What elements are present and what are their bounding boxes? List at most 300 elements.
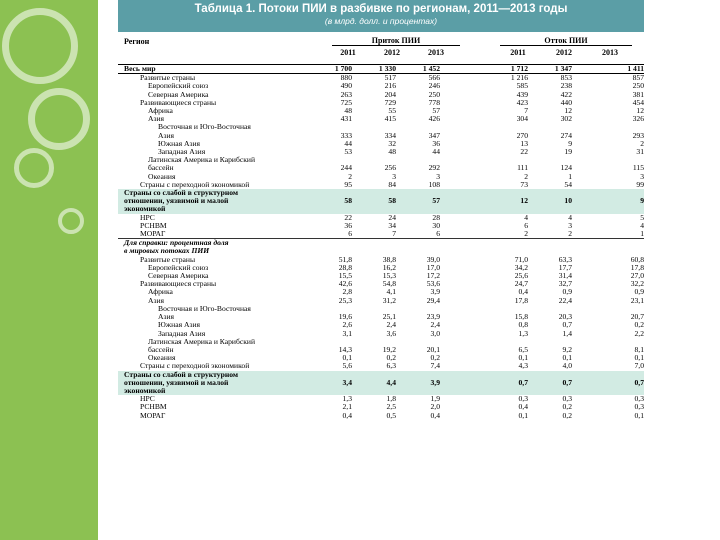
value-cell: 6 [524, 220, 528, 230]
column-gap [440, 205, 484, 213]
value-cell: 0,3 [562, 394, 572, 404]
row-label: Океания [148, 172, 176, 181]
value-cell: 0,2 [634, 320, 644, 330]
value-cell: 204 [384, 89, 396, 99]
row-label: Западная Азия [158, 148, 206, 157]
row-label: отношении, уязвимой и малой [118, 379, 308, 387]
header-year: 2012 [556, 48, 572, 57]
row-label: МОРАГ [140, 411, 166, 420]
value-cell: 29,4 [426, 295, 440, 305]
value-cell: 0,3 [634, 394, 644, 404]
value-cell: 54 [564, 179, 572, 189]
value-cell: 292 [428, 163, 440, 173]
value-cell: 3,6 [386, 328, 396, 338]
row-label: НРС [140, 395, 155, 404]
document-page [118, 0, 644, 540]
row-label: РСНВМ [140, 221, 167, 230]
value-cell: 440 [560, 97, 572, 107]
value-cell: 108 [428, 179, 440, 189]
value-cell: 490 [340, 81, 352, 91]
table-row [118, 297, 644, 305]
value-cell: 57 [396, 197, 440, 205]
row-label: Развивающиеся страны [140, 98, 217, 107]
row-label: Европейский союз [148, 82, 209, 91]
value-cell: 22 [344, 212, 352, 222]
column-gap [440, 264, 484, 272]
column-gap [440, 362, 484, 370]
value-cell: 3 [436, 171, 440, 181]
value-cell: 19,6 [338, 312, 352, 322]
value-cell: 250 [428, 89, 440, 99]
column-gap [440, 288, 484, 296]
value-cell: 3 [568, 220, 572, 230]
value-cell: 27,0 [630, 271, 644, 281]
column-gap [440, 379, 484, 387]
value-cell: 16,2 [382, 262, 396, 272]
value-cell: 12 [564, 106, 572, 116]
value-cell: 8,1 [634, 344, 644, 354]
row-label: Азия [148, 296, 165, 305]
value-cell: 34 [388, 220, 396, 230]
column-gap [440, 412, 484, 420]
row-label: Северная Америка [148, 90, 209, 99]
value-cell: 0,2 [430, 353, 440, 363]
value-cell: 256 [384, 163, 396, 173]
value-cell: 19,2 [382, 344, 396, 354]
decorative-side-panel [0, 0, 98, 540]
value-cell: 15,5 [338, 271, 352, 281]
value-cell: 422 [560, 89, 572, 99]
value-cell: 53 [344, 147, 352, 157]
row-label: бассейн [148, 164, 174, 173]
value-cell: 729 [384, 97, 396, 107]
value-cell: 3,9 [396, 379, 440, 387]
column-gap [440, 156, 484, 164]
value-cell: 347 [428, 130, 440, 140]
value-cell: 44 [432, 147, 440, 157]
value-cell: 725 [340, 97, 352, 107]
row-label: Европейский союз [148, 263, 209, 272]
value-cell: 17,0 [426, 262, 440, 272]
value-cell: 19 [564, 147, 572, 157]
table-row [118, 230, 644, 239]
value-cell: 7,4 [430, 361, 440, 371]
value-cell: 2,6 [342, 320, 352, 330]
value-cell: 0,4 [518, 402, 528, 412]
column-gap [440, 321, 484, 329]
value-cell: 32,7 [558, 279, 572, 289]
row-label: НРС [140, 213, 155, 222]
column-gap [440, 65, 484, 74]
value-cell: 566 [428, 73, 440, 83]
value-cell: 39,0 [426, 254, 440, 264]
value-cell: 55 [388, 106, 396, 116]
value-cell: 95 [344, 179, 352, 189]
column-gap [440, 330, 484, 338]
row-label: Азия [158, 313, 175, 322]
fdi-table [118, 65, 644, 420]
column-gap [440, 230, 484, 239]
column-gap [440, 107, 484, 115]
value-cell: 0,1 [518, 410, 528, 420]
value-cell: 14,3 [338, 344, 352, 354]
row-label: Азия [148, 115, 165, 124]
value-cell: 4 [640, 220, 644, 230]
value-cell: 244 [340, 163, 352, 173]
column-gap [440, 247, 484, 255]
table-row [118, 239, 644, 248]
value-cell: 0,2 [562, 410, 572, 420]
column-gap [440, 214, 484, 222]
table-row [118, 197, 644, 205]
column-gap [440, 123, 484, 131]
value-cell: 517 [384, 73, 396, 83]
row-label: Страны с переходной экономикой [140, 180, 250, 189]
value-cell: 0,2 [386, 353, 396, 363]
value-cell: 115 [632, 163, 644, 173]
value-cell: 28 [432, 212, 440, 222]
value-cell: 778 [428, 97, 440, 107]
value-cell: 2,0 [430, 402, 440, 412]
value-cell: 17,8 [630, 262, 644, 272]
value-cell: 270 [516, 130, 528, 140]
value-cell: 2,4 [430, 320, 440, 330]
value-cell: 326 [632, 114, 644, 124]
header-outflow: Отток ПИИ [500, 36, 632, 46]
value-cell: 2 [524, 229, 528, 239]
column-gap [440, 115, 484, 123]
value-cell: 2 [348, 171, 352, 181]
value-cell: 6 [348, 229, 352, 239]
row-label: Западная Азия [158, 329, 206, 338]
value-cell: 302 [560, 114, 572, 124]
value-cell: 381 [632, 89, 644, 99]
value-cell: 17,2 [426, 271, 440, 281]
column-gap [440, 354, 484, 362]
row-label: Страны с переходной экономикой [140, 362, 250, 371]
value-cell: 6,5 [518, 344, 528, 354]
table-title-bar [118, 0, 644, 32]
value-cell: 246 [428, 81, 440, 91]
value-cell: 36 [344, 220, 352, 230]
column-gap [440, 99, 484, 107]
value-cell: 1,8 [386, 394, 396, 404]
value-cell: 38,8 [382, 254, 396, 264]
value-cell: 9,2 [562, 344, 572, 354]
row-label: Страны со слабой в структурном [118, 371, 308, 379]
value-cell: 20,1 [426, 344, 440, 354]
table-row [118, 214, 644, 222]
value-cell: 1,3 [342, 394, 352, 404]
value-cell: 1 452 [396, 65, 440, 74]
value-cell: 0,4 [518, 287, 528, 297]
column-gap [440, 164, 484, 172]
value-cell: 34,2 [514, 262, 528, 272]
value-cell: 15,3 [382, 271, 396, 281]
table-row [118, 205, 644, 213]
value-cell: 31,4 [558, 271, 572, 281]
value-cell: 0,1 [518, 353, 528, 363]
value-cell: 853 [560, 73, 572, 83]
header-inflow: Приток ПИИ [332, 36, 460, 46]
value-cell: 0,3 [518, 394, 528, 404]
row-label: РСНВМ [140, 403, 167, 412]
value-cell: 2,4 [386, 320, 396, 330]
value-cell [572, 205, 644, 213]
value-cell [572, 338, 644, 346]
value-cell: 4 [568, 212, 572, 222]
value-cell: 2 [568, 229, 572, 239]
value-cell: 60,8 [630, 254, 644, 264]
value-cell [572, 189, 644, 197]
value-cell: 0,1 [562, 353, 572, 363]
value-cell: 585 [516, 81, 528, 91]
row-label: Латинская Америка и Карибский [148, 156, 256, 165]
value-cell: 22,4 [558, 295, 572, 305]
value-cell: 0,1 [342, 353, 352, 363]
value-cell: 71,0 [514, 254, 528, 264]
value-cell: 0,9 [634, 287, 644, 297]
value-cell: 25,6 [514, 271, 528, 281]
column-gap [440, 387, 484, 395]
value-cell: 274 [560, 130, 572, 140]
value-cell: 51,8 [338, 254, 352, 264]
value-cell: 1 700 [308, 65, 352, 74]
table-row [118, 330, 644, 338]
ring-decoration [2, 8, 78, 84]
header-year: 2011 [340, 48, 356, 57]
value-cell: 42,6 [338, 279, 352, 289]
column-gap [440, 239, 484, 248]
value-cell: 58 [352, 197, 396, 205]
header-year: 2013 [602, 48, 618, 57]
value-cell: 1 216 [510, 73, 528, 83]
value-cell: 0,7 [572, 379, 644, 387]
value-cell: 3 [392, 171, 396, 181]
row-label: Развитые страны [140, 255, 196, 264]
value-cell: 0,4 [430, 410, 440, 420]
value-cell: 25,1 [382, 312, 396, 322]
value-cell: 9 [572, 197, 644, 205]
table-row [118, 222, 644, 230]
column-gap [440, 256, 484, 264]
row-label: Для справки: процентная доля [118, 239, 308, 248]
value-cell: 31 [636, 147, 644, 157]
value-cell: 30 [432, 220, 440, 230]
column-gap [440, 395, 484, 403]
value-cell: 2,5 [386, 402, 396, 412]
table-subtitle: (в млрд. долл. и процентах) [324, 16, 438, 26]
value-cell: 57 [432, 106, 440, 116]
value-cell: 1 411 [572, 65, 644, 74]
value-cell: 0,2 [562, 402, 572, 412]
value-cell: 423 [516, 97, 528, 107]
table-row [118, 412, 644, 420]
column-gap [440, 148, 484, 156]
value-cell: 73 [520, 179, 528, 189]
value-cell: 6,3 [386, 361, 396, 371]
value-cell [396, 239, 440, 248]
value-cell: 10 [528, 197, 572, 205]
column-gap [440, 197, 484, 205]
row-label: МОРАГ [140, 230, 166, 239]
value-cell: 431 [340, 114, 352, 124]
value-cell: 1 347 [528, 65, 572, 74]
ring-decoration [28, 88, 90, 150]
value-cell: 0,5 [386, 410, 396, 420]
value-cell: 0,4 [342, 410, 352, 420]
value-cell: 15,8 [514, 312, 528, 322]
column-gap [440, 222, 484, 230]
value-cell: 2,2 [634, 328, 644, 338]
value-cell: 124 [560, 163, 572, 173]
value-cell: 426 [428, 114, 440, 124]
value-cell: 1 712 [484, 65, 528, 74]
value-cell: 24,7 [514, 279, 528, 289]
value-cell: 7 [392, 229, 396, 239]
value-cell [572, 371, 644, 379]
value-cell: 20,7 [630, 312, 644, 322]
ring-decoration [58, 208, 84, 234]
column-gap [440, 403, 484, 411]
row-label: в мировых потоках ПИИ [124, 247, 210, 256]
column-gap [440, 189, 484, 197]
value-cell [528, 205, 572, 213]
value-cell: 2,8 [342, 287, 352, 297]
value-cell: 0,3 [634, 402, 644, 412]
value-cell: 439 [516, 89, 528, 99]
value-cell: 32,2 [630, 279, 644, 289]
value-cell: 23,1 [630, 295, 644, 305]
column-gap [440, 82, 484, 90]
value-cell: 7 [524, 106, 528, 116]
value-cell: 5,6 [342, 361, 352, 371]
table-header [118, 32, 644, 65]
value-cell [484, 239, 528, 248]
value-cell: 28,8 [338, 262, 352, 272]
table-row [118, 379, 644, 387]
value-cell: 44 [344, 138, 352, 148]
value-cell: 99 [636, 179, 644, 189]
column-gap [440, 74, 484, 83]
column-gap [440, 272, 484, 280]
value-cell: 4,0 [562, 361, 572, 371]
value-cell [572, 239, 644, 248]
value-cell: 20,3 [558, 312, 572, 322]
value-cell: 880 [340, 73, 352, 83]
value-cell: 3 [640, 171, 644, 181]
value-cell: 111 [517, 163, 528, 173]
value-cell: 9 [568, 138, 572, 148]
value-cell [352, 239, 396, 248]
table-row [118, 362, 644, 370]
row-label: Северная Америка [148, 272, 209, 281]
value-cell: 84 [388, 179, 396, 189]
row-label: бассейн [148, 345, 174, 354]
value-cell: 4,1 [386, 287, 396, 297]
column-gap [440, 371, 484, 379]
value-cell: 32 [388, 138, 396, 148]
column-gap [440, 280, 484, 288]
column-gap [440, 132, 484, 140]
table-row [118, 132, 644, 140]
column-gap [440, 305, 484, 313]
value-cell: 238 [560, 81, 572, 91]
value-cell: 857 [632, 73, 644, 83]
value-cell: 454 [632, 97, 644, 107]
row-label: Весь мир [118, 65, 308, 74]
row-label: Восточная и Юго-Восточная [158, 123, 251, 132]
column-gap [440, 91, 484, 99]
value-cell: 415 [384, 114, 396, 124]
value-cell: 250 [632, 81, 644, 91]
row-label: Южная Азия [158, 321, 201, 330]
row-label: Страны со слабой в структурном [118, 189, 308, 197]
table-row [118, 115, 644, 123]
value-cell: 5 [640, 212, 644, 222]
value-cell: 333 [340, 130, 352, 140]
value-cell: 24 [388, 212, 396, 222]
value-cell: 3,4 [308, 379, 352, 387]
header-year: 2013 [428, 48, 444, 57]
value-cell: 58 [308, 197, 352, 205]
value-cell: 0,9 [562, 287, 572, 297]
value-cell: 6 [436, 229, 440, 239]
header-year: 2012 [384, 48, 400, 57]
value-cell: 0,7 [484, 379, 528, 387]
column-gap [440, 346, 484, 354]
value-cell: 13 [520, 138, 528, 148]
value-cell: 0,1 [634, 353, 644, 363]
value-cell: 7,0 [634, 361, 644, 371]
row-label: экономикой [118, 205, 308, 213]
value-cell: 263 [340, 89, 352, 99]
value-cell: 304 [516, 114, 528, 124]
value-cell: 1 [568, 171, 572, 181]
row-label: Развивающиеся страны [140, 280, 217, 289]
table-title: Таблица 1. Потоки ПИИ в разбивке по регионам, 2011—2013 годы [194, 3, 568, 15]
value-cell [308, 239, 352, 248]
value-cell: 12 [484, 197, 528, 205]
value-cell: 12 [636, 106, 644, 116]
row-label: экономикой [118, 387, 308, 395]
row-label: отношении, уязвимой и малой [118, 197, 308, 205]
value-cell [528, 239, 572, 248]
value-cell: 2 [640, 138, 644, 148]
column-gap [440, 181, 484, 189]
value-cell: 63,3 [558, 254, 572, 264]
table-row [118, 181, 644, 189]
row-label: Океания [148, 354, 176, 363]
value-cell: 17,8 [514, 295, 528, 305]
value-cell: 1,9 [430, 394, 440, 404]
header-region: Регион [124, 37, 150, 46]
value-cell: 293 [632, 130, 644, 140]
value-cell: 48 [388, 147, 396, 157]
column-gap [440, 173, 484, 181]
column-gap [440, 338, 484, 346]
value-cell: 1 330 [352, 65, 396, 74]
value-cell: 4,3 [518, 361, 528, 371]
value-cell: 334 [384, 130, 396, 140]
row-label: Южная Азия [158, 139, 201, 148]
value-cell: 0,8 [518, 320, 528, 330]
value-cell [572, 387, 644, 395]
table-row [118, 164, 644, 172]
value-cell: 25,3 [338, 295, 352, 305]
value-cell: 0,1 [634, 410, 644, 420]
header-year: 2011 [510, 48, 526, 57]
